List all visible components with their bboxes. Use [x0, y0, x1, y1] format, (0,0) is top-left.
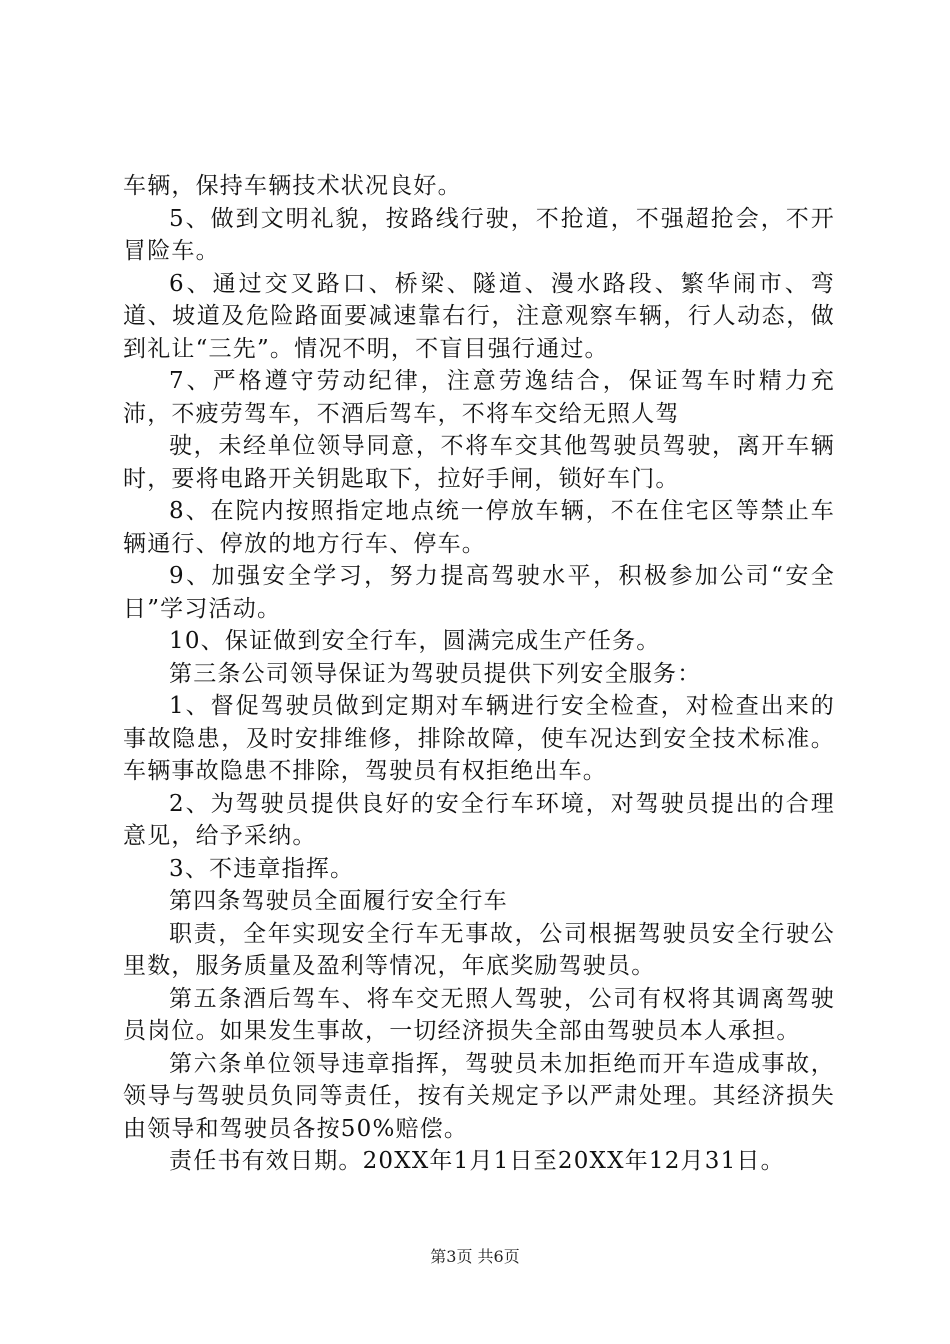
- paragraph: 责任书有效日期。20XX年1月1日至20XX年12月31日。: [169, 1148, 785, 1174]
- paragraph: 车辆，保持车辆技术状况良好。: [123, 173, 462, 199]
- paragraph: 第六条单位领导违章指挥，驾驶员未加拒绝而开车造成事故，领导与驾驶员负同等责任，按有关规定予以严肃处理。其经济损失由领导和驾驶员各按50%赔偿。: [123, 1050, 835, 1142]
- paragraph: 2、为驾驶员提供良好的安全行车环境，对驾驶员提出的合理意见，给予采纳。: [123, 790, 835, 849]
- paragraph: 第五条酒后驾车、将车交无照人驾驶，公司有权将其调离驾驶员岗位。如果发生事故，一切经济损失全部由驾驶员本人承担。: [123, 985, 835, 1044]
- paragraph: 3、不违章指挥。: [169, 855, 355, 882]
- document-body: [123, 170, 835, 1178]
- page-number-label: 第3页 共6页: [430, 1247, 520, 1266]
- paragraph: 驶，未经单位领导同意，不将车交其他驾驶员驾驶，离开车辆时，要将电路开关钥匙取下，拉好手闸，锁好车门。: [123, 433, 835, 492]
- paragraph: 1、督促驾驶员做到定期对车辆进行安全检查，对检查出来的事故隐患，及时安排维修，排除故障，使车况达到安全技术标准。车辆事故隐患不排除，驾驶员有权拒绝出车。: [123, 693, 835, 784]
- paragraph: 9、加强安全学习，努力提高驾驶水平，积极参加公司“安全日”学习活动。: [123, 563, 835, 622]
- paragraph: 职责，全年实现安全行车无事故，公司根据驾驶员安全行驶公里数，服务质量及盈利等情况，年底奖励驾驶员。: [123, 920, 835, 979]
- paragraph: 7、严格遵守劳动纪律，注意劳逸结合，保证驾车时精力充沛，不疲劳驾车，不酒后驾车，不将车交给无照人驾: [123, 368, 835, 427]
- paragraph: 10、保证做到安全行车，圆满完成生产任务。: [169, 628, 661, 654]
- section-heading: 第四条驾驶员全面履行安全行车: [169, 888, 508, 914]
- page-footer: [0, 1244, 950, 1267]
- section-heading: 第三条公司领导保证为驾驶员提供下列安全服务：: [169, 660, 702, 687]
- paragraph: 8、在院内按照指定地点统一停放车辆，不在住宅区等禁止车辆通行、停放的地方行车、停车。: [123, 498, 835, 557]
- paragraph: 6、通过交叉路口、桥梁、隧道、漫水路段、繁华闹市、弯道、坡道及危险路面要减速靠右行，注意观察车辆，行人动态，做到礼让“三先”。情况不明，不盲目强行通过。: [123, 270, 835, 362]
- paragraph: 5、做到文明礼貌，按路线行驶，不抢道，不强超抢会，不开冒险车。: [123, 205, 835, 264]
